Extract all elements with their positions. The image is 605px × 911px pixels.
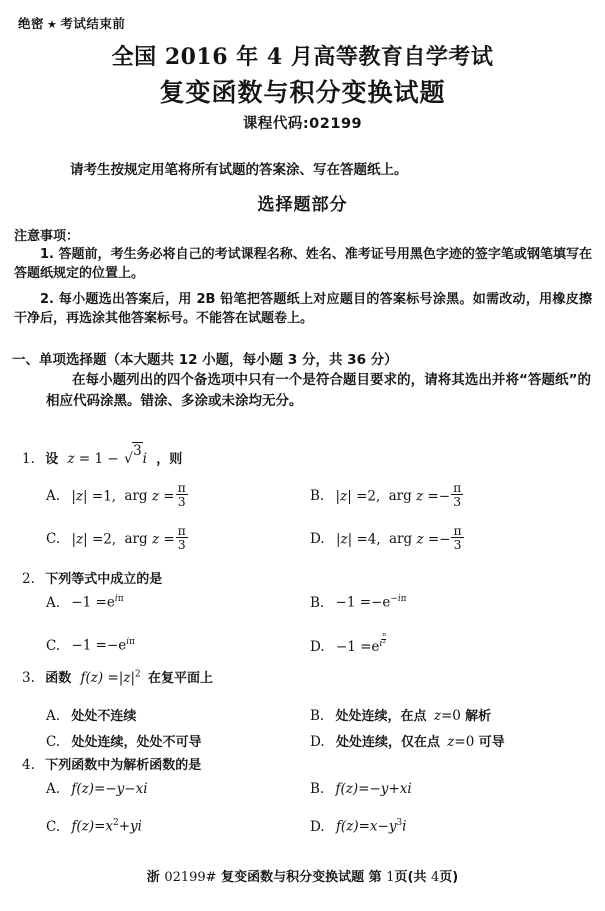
question-2-option-b[interactable]: [310, 594, 407, 611]
option-label-b: B.: [310, 708, 325, 724]
fraction-numerator: π: [453, 523, 462, 538]
neg-one: −1: [71, 637, 92, 654]
note-item-1: 1. 答题前，考生务必将自己的考试课程名称、姓名、准考证号用黑色字迹的签字笔或钢笔填写在答题纸规定的位置上。: [14, 247, 592, 281]
question-2-stem-text: 下列等式中成立的是: [45, 572, 163, 587]
footer-subject: 复变函数与积分变换试题: [221, 870, 365, 885]
eq: =: [440, 708, 453, 724]
fraction-pi-over-3: [451, 524, 463, 551]
exp-i: i: [379, 638, 383, 649]
confidential-banner: [18, 14, 125, 32]
math-x: x: [135, 781, 144, 797]
fraction-pi-over-3: [176, 524, 188, 551]
option-label-d: D.: [310, 818, 325, 835]
question-3-option-a[interactable]: [46, 705, 136, 724]
math-equals: =: [78, 451, 91, 467]
eq: =: [359, 594, 372, 611]
math-three: 3: [133, 442, 142, 459]
math-y: y: [116, 781, 125, 797]
exponent-i-pi: [115, 594, 124, 604]
exp-i: i: [397, 594, 401, 604]
option-label-b: B.: [310, 594, 325, 611]
exp-i: i: [126, 637, 130, 647]
question-2-number: 2.: [22, 571, 35, 587]
option-label-b: B.: [310, 781, 325, 797]
question-4-option-d[interactable]: [310, 818, 406, 835]
question-2-option-c[interactable]: [46, 637, 135, 654]
math-x: x: [369, 818, 378, 835]
abs-close: |: [83, 488, 88, 505]
option-a-text: 处处不连续: [71, 709, 137, 724]
math-y: y: [388, 818, 397, 835]
question-1-option-c[interactable]: C. |z| =2, arg z = $\frac{\pi}{3}$: [46, 523, 186, 553]
sqrt-three-i: √3i: [124, 442, 147, 467]
eq: =: [356, 488, 368, 505]
note-item-2: 2. 每小题选出答案后，用 2B 铅笔把答题纸上对应题目的答案标号涂黑。如需改动，用橡皮擦干净后，再选涂其他答案标号。不能答在试题卷上。: [14, 292, 592, 326]
exponent-cube: 3: [396, 818, 403, 828]
eq: =: [95, 637, 107, 654]
arg-label: arg: [388, 488, 412, 505]
confidential-label: 绝密: [18, 16, 45, 31]
exam-title: 全国 2016 年 4 月高等教育自学考试: [111, 44, 494, 70]
exponent-square: 2: [113, 818, 119, 828]
question-1-option-d[interactable]: D. |z| =4, arg z =− $\frac{\pi}{3}$: [310, 523, 462, 553]
fraction-numerator: π: [453, 480, 462, 495]
neg-sign: −: [439, 531, 451, 548]
fraction-denominator: 2: [382, 638, 386, 645]
math-one: 1: [94, 451, 104, 467]
question-2-stem: [22, 568, 162, 587]
question-3-stem-suffix: 在复平面上: [147, 671, 213, 686]
question-4-option-a[interactable]: [46, 781, 148, 797]
eq2: =: [427, 531, 440, 548]
fraction-numerator: π: [177, 480, 186, 495]
option-label-c: C.: [46, 734, 61, 750]
page-footer: [0, 866, 605, 885]
footer-province: 浙: [146, 870, 160, 885]
fraction-pi-over-3: [176, 481, 188, 508]
question-1-stem-prefix: 设: [45, 452, 59, 467]
subject-title: 复变函数与积分变换试题: [159, 78, 446, 107]
question-4-stem-text: 下列函数中为解析函数的是: [45, 758, 202, 773]
abs-z: z: [340, 488, 348, 505]
eq: =: [94, 781, 106, 797]
plus-sign: +: [118, 818, 131, 835]
abs-value: 2: [367, 488, 376, 505]
section-heading-choice: 选择题部分: [257, 195, 348, 215]
option-label-a: A.: [46, 708, 61, 724]
question-1-number: 1.: [22, 451, 35, 467]
exponent-neg-i-pi: [390, 594, 406, 604]
exp-minus: −: [390, 594, 398, 604]
footer-total-pages: 4: [430, 870, 440, 885]
neg-sign: −: [369, 781, 381, 797]
math-i: i: [137, 818, 142, 835]
eq: =: [91, 531, 104, 548]
abs-value: 2: [103, 531, 112, 548]
abs-close: |: [83, 531, 88, 548]
fraction-denominator: 3: [176, 494, 188, 508]
arg-z: z: [151, 488, 159, 505]
fraction-denominator: 3: [451, 494, 463, 508]
math-z: z: [433, 708, 441, 724]
euler-e: e: [106, 594, 115, 611]
option-d-text-part1: 处处连续，仅在点: [335, 735, 440, 750]
neg-sign: −: [438, 488, 451, 505]
option-label-d: D.: [310, 531, 325, 548]
arg-z: z: [416, 488, 424, 505]
eq2: =: [163, 488, 175, 505]
option-c-text: 处处连续，处处不可导: [71, 735, 202, 750]
math-x: x: [399, 781, 408, 797]
option-label-b: B.: [310, 488, 325, 505]
eq: =: [94, 818, 106, 835]
question-4-option-b[interactable]: [310, 781, 412, 797]
section-one-description: 在每小题列出的四个备选项中只有一个是符合题目要求的，请将其选出并将“答题纸”的相应代码涂黑。错涂、多涂或未涂均无分。: [46, 372, 591, 409]
abs-z: z: [75, 488, 84, 505]
math-y: y: [130, 818, 138, 835]
minus-sign: −: [377, 818, 389, 835]
question-1-option-a[interactable]: A. |z| =1, arg z = $\frac{\pi}{3}$: [46, 480, 186, 510]
zero-value: 0: [465, 734, 475, 750]
abs-open: |: [335, 531, 341, 548]
abs-close: |: [347, 488, 352, 505]
footer-page-prefix: 第: [368, 870, 382, 885]
abs-z: z: [123, 670, 131, 686]
footer-course-code: 02199: [164, 870, 206, 885]
exp-pi: π: [129, 637, 135, 647]
minus-sign: −: [124, 781, 136, 797]
question-3-option-b[interactable]: [310, 705, 491, 724]
math-i: i: [142, 451, 147, 467]
eq2: =: [163, 531, 175, 548]
option-label-d: D.: [310, 734, 325, 750]
eq2: =: [427, 488, 439, 505]
neg-one: −1: [71, 594, 92, 611]
abs-open: |: [71, 531, 76, 548]
fraction-numerator: π: [177, 523, 186, 538]
fraction-denominator: 3: [176, 537, 188, 551]
exp-pi: π: [117, 594, 124, 604]
question-3-stem-prefix: 函数: [45, 671, 72, 686]
eq: =: [358, 818, 370, 835]
footer-hash: #: [205, 870, 217, 885]
course-code-separator: :: [302, 116, 310, 132]
star-icon: ★: [47, 18, 58, 31]
option-label-a: A.: [46, 488, 61, 505]
question-2-option-a[interactable]: [46, 594, 124, 611]
eq: =: [454, 734, 466, 750]
euler-e: e: [371, 639, 380, 656]
abs-open: |: [335, 488, 341, 505]
math-z: z: [67, 451, 75, 467]
option-b-text-part1: 处处连续，在点: [335, 709, 427, 724]
section-one-heading: 一、单项选择题（本大题共 12 小题，每小题 3 分，共 36 分）: [12, 352, 398, 368]
course-code-label: 课程代码: [242, 116, 303, 132]
math-f-of-z: f(z): [80, 670, 104, 686]
neg-one: −1: [335, 594, 356, 611]
eq: =: [356, 531, 368, 548]
math-f-of-z: f(z): [71, 781, 94, 797]
question-3-option-d[interactable]: [310, 731, 505, 750]
course-code-value: 02199: [309, 116, 363, 132]
arg-label: arg: [124, 531, 148, 548]
eq: =: [358, 781, 370, 797]
exponent-square: 2: [135, 669, 141, 680]
footer-page-unit: 页: [394, 870, 408, 885]
question-3-option-c[interactable]: [46, 731, 201, 750]
footer-total-suffix: 页): [439, 870, 459, 885]
math-f-of-z: f(z): [335, 818, 359, 835]
question-3-number: 3.: [22, 670, 35, 686]
question-1-stem: [22, 442, 183, 467]
notes-title: 注意事项：: [14, 229, 80, 244]
option-label-c: C.: [46, 818, 61, 835]
question-3-stem: [22, 667, 213, 686]
math-minus: −: [107, 451, 119, 467]
zero-value: 0: [452, 708, 461, 724]
question-4-number: 4.: [22, 757, 35, 773]
option-label-a: A.: [46, 781, 61, 797]
question-1-option-b[interactable]: B. |z| =2, arg z =− $\frac{\pi}{3}$: [310, 480, 462, 510]
math-z: z: [447, 734, 455, 750]
eq: =: [107, 670, 119, 686]
neg-sign: −: [106, 637, 119, 654]
fraction-denominator: 3: [451, 537, 463, 551]
option-label-c: C.: [46, 531, 61, 548]
course-code-line: [0, 112, 605, 133]
question-1-stem-suffix: ，则: [156, 452, 183, 467]
fraction-pi-over-3: [451, 481, 463, 508]
abs-z: z: [340, 531, 348, 548]
arg-z: z: [151, 531, 160, 548]
question-4-stem: [22, 754, 201, 773]
eq: =: [360, 639, 372, 656]
arg-label: arg: [388, 531, 413, 548]
question-4-option-c[interactable]: [46, 818, 142, 835]
option-b-text-part2: 解析: [465, 709, 492, 724]
neg-one: −1: [335, 639, 356, 656]
eq: =: [91, 488, 104, 505]
exponent-i-pi-over-2: [379, 632, 386, 649]
abs-close: |: [347, 531, 353, 548]
math-f-of-z: f(z): [71, 818, 95, 835]
math-i: i: [402, 818, 407, 835]
exp-pi: π: [400, 594, 407, 604]
option-label-c: C.: [46, 637, 61, 654]
abs-z: z: [76, 531, 84, 548]
math-i: i: [407, 781, 412, 797]
arg-z: z: [416, 531, 424, 548]
arg-label: arg: [124, 488, 148, 505]
math-i: i: [143, 781, 148, 797]
fraction-numerator: π: [382, 632, 386, 638]
neg-sign: −: [105, 781, 117, 797]
option-label-d: D.: [310, 639, 325, 656]
abs-close: |: [130, 670, 136, 686]
footer-total-prefix: (共: [407, 870, 427, 885]
footer-page-number: 1: [386, 870, 395, 885]
plus-sign: +: [388, 781, 400, 797]
math-y: y: [380, 781, 389, 797]
eq: =: [95, 594, 107, 611]
abs-value: 4: [367, 531, 377, 548]
euler-e: e: [118, 637, 127, 654]
math-x: x: [105, 818, 114, 835]
option-d-text-part2: 可导: [478, 735, 505, 750]
abs-value: 1: [103, 488, 112, 505]
neg-sign: −: [371, 594, 383, 611]
abs-open: |: [118, 670, 124, 686]
option-label-a: A.: [46, 594, 61, 611]
confidential-suffix: 考试结束前: [60, 16, 126, 31]
notice-line: 请考生按规定用笔将所有试题的答案涂、写在答题纸上。: [70, 162, 408, 178]
fraction-pi-over-2: [382, 633, 386, 645]
exponent-i-pi: [126, 637, 135, 647]
exp-i: i: [114, 594, 118, 604]
euler-e: e: [382, 594, 391, 611]
math-f-of-z: f(z): [335, 781, 359, 797]
abs-open: |: [71, 488, 76, 505]
question-2-option-d[interactable]: [310, 633, 386, 655]
